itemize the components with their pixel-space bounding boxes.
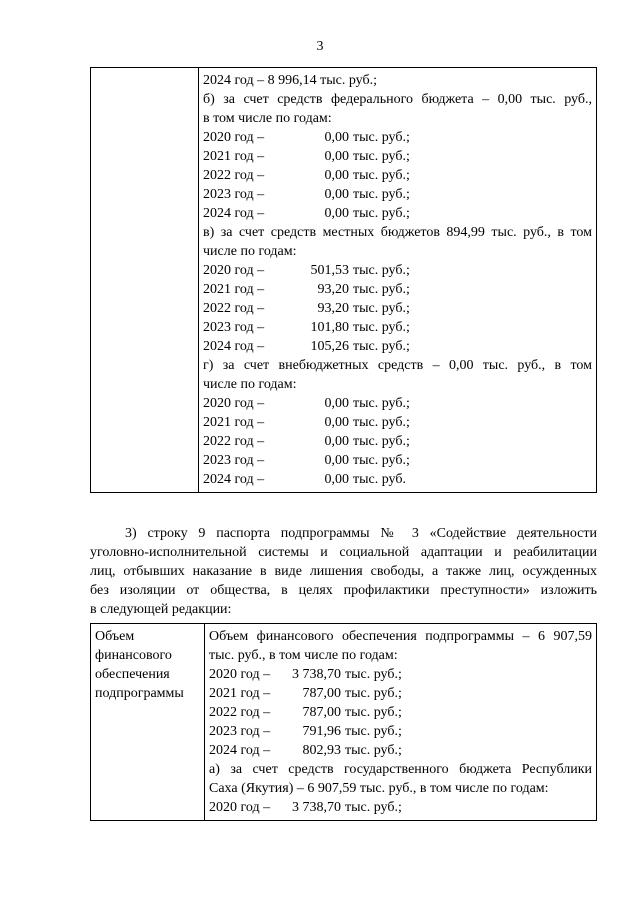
year-row xyxy=(203,337,592,356)
amount-value: 501,53 xyxy=(310,263,349,278)
table-label-cell xyxy=(91,68,199,493)
paragraph-line: уголовно-исполнительной системы и социальной адаптации и реабилитации xyxy=(90,545,597,560)
amount-value: 0,00 xyxy=(324,415,349,430)
year-label: 2020 год – xyxy=(203,263,265,278)
amount-value: 791,96 xyxy=(302,724,341,739)
year-label: 2023 год – xyxy=(203,320,265,335)
amount-unit: тыс. руб.; xyxy=(345,800,402,815)
year-row xyxy=(209,684,592,703)
amount-value: 93,20 xyxy=(317,301,349,316)
year-label: 2024 год – xyxy=(203,339,265,354)
year-label: 2023 год – xyxy=(203,453,265,468)
year-label: 2022 год – xyxy=(203,168,265,183)
amount-unit: тыс. руб.; xyxy=(353,339,410,354)
amount-value: 0,00 xyxy=(324,206,349,221)
amount-unit: тыс. руб.; xyxy=(353,282,410,297)
year-row xyxy=(209,665,592,684)
amount-value: 105,26 xyxy=(310,339,349,354)
year-row xyxy=(209,741,592,760)
amount-unit: тыс. руб.; xyxy=(353,320,410,335)
amount-unit: тыс. руб.; xyxy=(353,187,410,202)
year-row xyxy=(203,451,592,470)
amount-unit: тыс. руб.; xyxy=(345,686,402,701)
text-line: числе по годам: xyxy=(203,377,297,392)
year-row xyxy=(203,318,592,337)
amount-unit: тыс. руб.; xyxy=(345,667,402,682)
text-line: в) за счет средств местных бюджетов 894,99 тыс. руб., в том xyxy=(203,225,592,240)
amount-unit: тыс. руб.; xyxy=(345,724,402,739)
amount-unit: тыс. руб.; xyxy=(345,743,402,758)
label-lines xyxy=(95,627,202,703)
year-label: 2020 год – xyxy=(203,396,265,411)
year-label: 2024 год – xyxy=(203,206,265,221)
label-line: подпрограммы xyxy=(95,686,184,701)
page-number: 3 xyxy=(316,39,324,54)
year-row xyxy=(203,413,592,432)
year-label: 2023 год – xyxy=(203,187,265,202)
amount-unit: тыс. руб.; xyxy=(353,149,410,164)
text-line: числе по годам: xyxy=(203,244,297,259)
text-line: в том числе по годам: xyxy=(203,111,332,126)
text-line: Саха (Якутия) – 6 907,59 тыс. руб., в том числе по годам: xyxy=(209,781,549,796)
financing-lines xyxy=(209,627,592,817)
amount-value: 0,00 xyxy=(324,168,349,183)
amount-unit: тыс. руб.; xyxy=(353,396,410,411)
year-row xyxy=(203,166,592,185)
amount-value: 0,00 xyxy=(324,149,349,164)
label-line: Объем xyxy=(95,629,135,644)
year-label: 2024 год – xyxy=(209,743,271,758)
year-row xyxy=(203,128,592,147)
paragraph-line: 3) строку 9 паспорта подпрограммы № 3 «Содействие деятельности xyxy=(125,526,597,541)
year-label: 2020 год – xyxy=(209,800,271,815)
text-line: б) за счет средств федерального бюджета – 0,00 тыс. руб., xyxy=(203,92,592,107)
amount-value: 787,00 xyxy=(302,705,341,720)
amount-value: 3 738,70 xyxy=(292,667,341,682)
financing-table-continued xyxy=(90,67,597,493)
amount-value: 0,00 xyxy=(324,453,349,468)
year-label: 2024 год – xyxy=(203,472,265,487)
text-line: Объем финансового обеспечения подпрограммы – 6 907,59 xyxy=(209,629,592,644)
text-line: 2024 год – 8 996,14 тыс. руб.; xyxy=(203,73,377,88)
amount-unit: тыс. руб.; xyxy=(353,453,410,468)
amount-unit: тыс. руб.; xyxy=(353,168,410,183)
year-row xyxy=(203,280,592,299)
year-row xyxy=(203,299,592,318)
amount-unit: тыс. руб.; xyxy=(353,206,410,221)
table-label-cell xyxy=(91,624,205,821)
amount-unit: тыс. руб.; xyxy=(353,434,410,449)
year-label: 2021 год – xyxy=(209,686,271,701)
financing-lines xyxy=(203,71,592,489)
amount-unit: тыс. руб. xyxy=(353,472,406,487)
amount-unit: тыс. руб.; xyxy=(353,301,410,316)
amount-value: 0,00 xyxy=(324,434,349,449)
amount-value: 0,00 xyxy=(324,472,349,487)
amount-value: 0,00 xyxy=(324,130,349,145)
year-label: 2020 год – xyxy=(203,130,265,145)
amount-value: 93,20 xyxy=(317,282,349,297)
label-line: финансового xyxy=(95,648,172,663)
year-row xyxy=(203,185,592,204)
text-line: г) за счет внебюджетных средств – 0,00 тыс. руб., в том xyxy=(203,358,592,373)
year-row xyxy=(203,204,592,223)
paragraph-line: в следующей редакции: xyxy=(90,602,232,617)
year-row xyxy=(203,147,592,166)
year-label: 2023 год – xyxy=(209,724,271,739)
table-content-cell xyxy=(199,68,597,493)
year-row xyxy=(203,432,592,451)
table-content-cell xyxy=(205,624,597,821)
amount-unit: тыс. руб.; xyxy=(353,130,410,145)
year-row xyxy=(203,394,592,413)
amount-unit: тыс. руб.; xyxy=(345,705,402,720)
year-label: 2022 год – xyxy=(203,301,265,316)
financing-table-new xyxy=(90,623,597,821)
amount-unit: тыс. руб.; xyxy=(353,415,410,430)
year-label: 2022 год – xyxy=(209,705,271,720)
year-row xyxy=(209,722,592,741)
amount-value: 101,80 xyxy=(310,320,349,335)
year-label: 2022 год – xyxy=(203,434,265,449)
text-line: тыс. руб., в том числе по годам: xyxy=(209,648,398,663)
year-label: 2020 год – xyxy=(209,667,271,682)
year-row xyxy=(203,470,592,489)
amount-value: 802,93 xyxy=(302,743,341,758)
label-line: обеспечения xyxy=(95,667,170,682)
amount-value: 0,00 xyxy=(324,396,349,411)
year-label: 2021 год – xyxy=(203,282,265,297)
amount-value: 3 738,70 xyxy=(292,800,341,815)
paragraph-line: без изоляции от общества, в целях профилактики преступности» изложить xyxy=(90,583,597,598)
year-label: 2021 год – xyxy=(203,415,265,430)
amount-value: 0,00 xyxy=(324,187,349,202)
amount-value: 787,00 xyxy=(302,686,341,701)
year-row xyxy=(209,798,592,817)
amount-unit: тыс. руб.; xyxy=(353,263,410,278)
year-row xyxy=(203,261,592,280)
year-label: 2021 год – xyxy=(203,149,265,164)
paragraph-line: лиц, отбывших наказание в виде лишения свободы, а также лиц, осужденных xyxy=(90,564,597,579)
amendment-paragraph xyxy=(90,524,597,619)
year-row xyxy=(209,703,592,722)
text-line: а) за счет средств государственного бюджета Республики xyxy=(209,762,592,777)
